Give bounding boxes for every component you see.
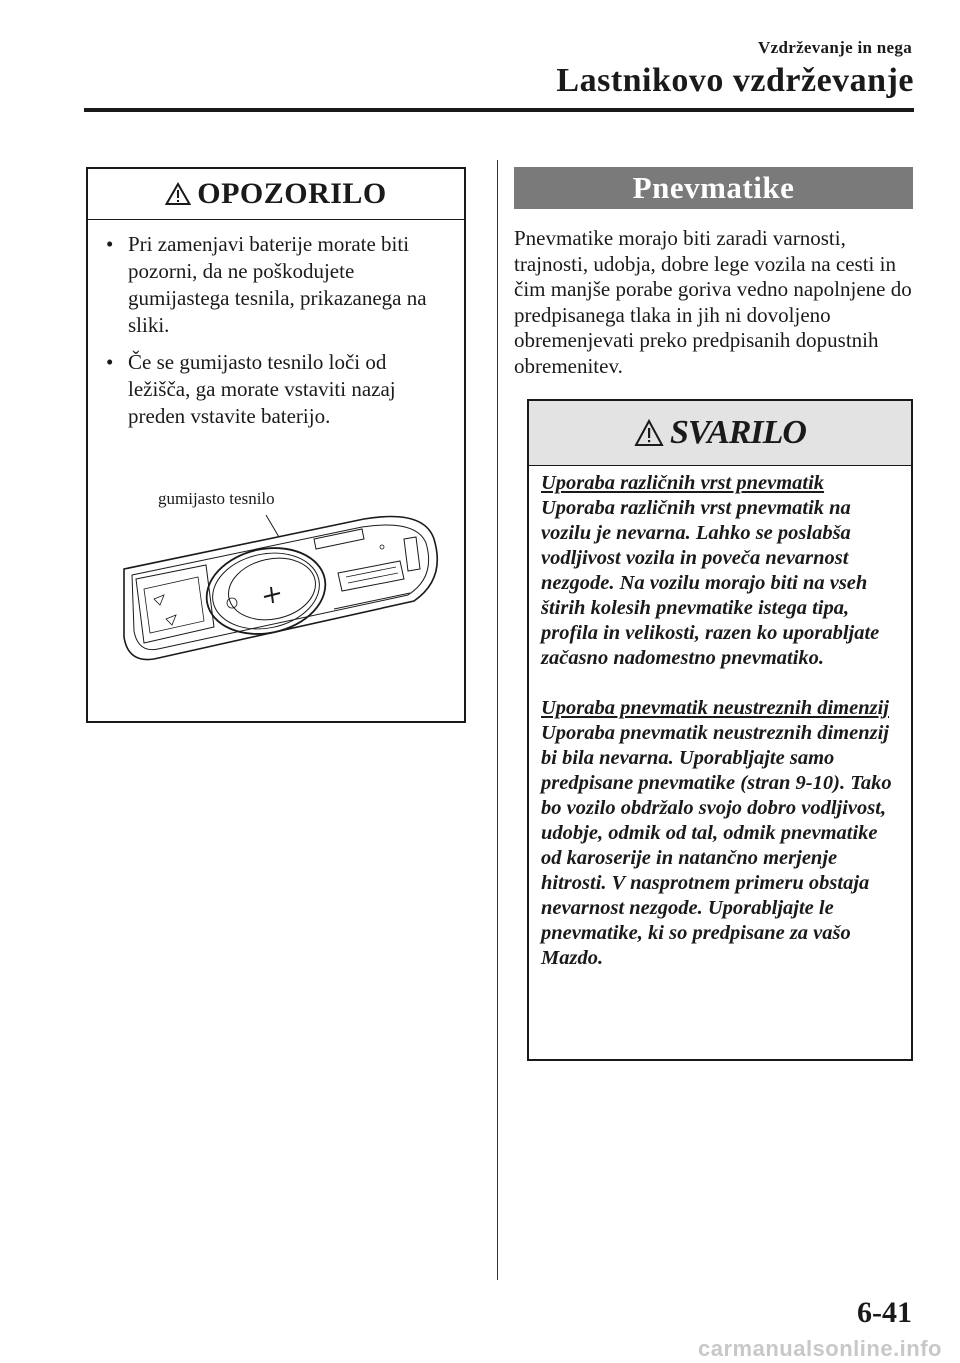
warning-bullet-text: Če se gumijasto tesnilo loči od ležišča, ga morate vstaviti nazaj preden vstavite baterijo. — [128, 350, 396, 428]
warning-bullet — [100, 349, 450, 430]
page-number: 6-41 — [857, 1296, 912, 1329]
warning-box — [86, 167, 466, 723]
chapter-title: Vzdrževanje in nega — [758, 38, 912, 57]
caution-body — [541, 471, 901, 971]
warning-title: OPOZORILO — [197, 177, 387, 210]
caution-title: SVARILO — [670, 414, 806, 451]
bullet-icon: • — [106, 232, 114, 256]
warning-triangle-icon — [165, 182, 191, 206]
warning-bullet-text: Pri zamenjavi baterije morate biti pozorni, da ne poškodujete gumijastega tesnila, prikazanega na sliki. — [128, 232, 427, 337]
figure-label: gumijasto tesnilo — [158, 489, 275, 508]
caution-box — [527, 399, 913, 1061]
tires-title: Pnevmatike — [632, 170, 795, 205]
caution-heading: Uporaba pnevmatik neustreznih dimenzij — [541, 697, 889, 719]
key-fob-illustration — [114, 509, 444, 669]
warning-bullets — [100, 231, 450, 440]
section-title: Lastnikovo vzdrževanje — [556, 62, 914, 99]
tires-intro: Pnevmatike morajo biti zaradi varnosti, trajnosti, udobja, dobre lege vozila na cesti in čim manjše porabe goriva vedno napolnjene do predpisanega tlaka in jih ni dovoljeno obremenjevati preko predpisanih dopustnih obremenitev. — [514, 226, 912, 378]
caution-text: Uporaba pnevmatik neustreznih dimenzij bi bila nevarna. Uporabljajte samo predpisane pnevmatike (stran 9-10). Tako bo vozilo obdržalo svojo dobro vodljivost, udobje, odmik od tal, odmik pnevmatike od karoserije in natančno merjenje hitrosti. V nasprotnem primeru obstaja nevarnost nezgode. Uporabljajte le pnevmatike, ki so predpisane za vašo Mazdo. — [541, 722, 892, 969]
column-divider — [497, 160, 498, 1280]
caution-heading: Uporaba različnih vrst pnevmatik — [541, 472, 825, 494]
header-rule — [84, 108, 914, 112]
warning-header — [88, 169, 464, 220]
warning-triangle-icon — [634, 419, 664, 447]
warning-bullet — [100, 231, 450, 339]
bullet-icon: • — [106, 350, 114, 374]
caution-header — [529, 401, 911, 466]
caution-text: Uporaba različnih vrst pnevmatik na vozilu je nevarna. Lahko se poslabša vodljivost vozila in poveča nevarnost nezgode. Na vozilu morajo biti na vseh štirih kolesih pnevmatike istega tipa, profila in velikosti, razen ko uporabljate začasno nadomestno pnevmatiko. — [541, 497, 880, 669]
tires-section-header — [514, 167, 913, 209]
watermark: carmanualsonline.info — [698, 1336, 942, 1361]
